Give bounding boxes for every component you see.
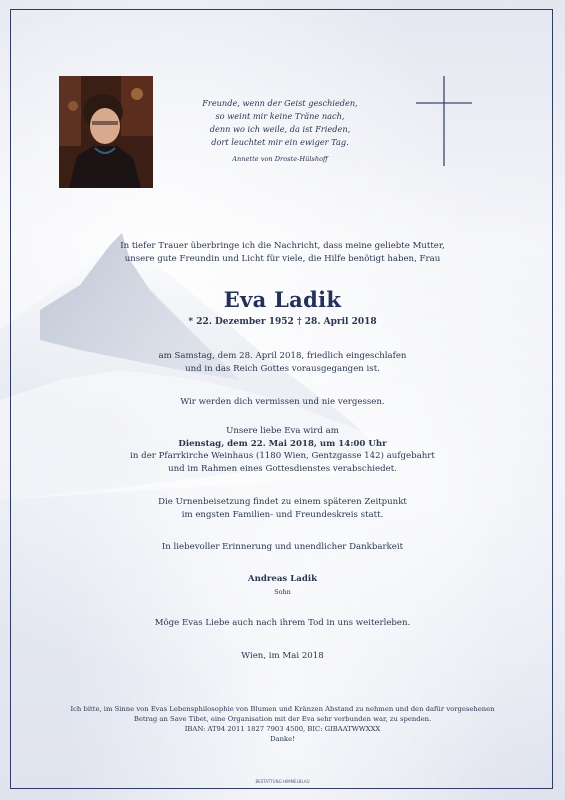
farewell-line: Unsere liebe Eva wird am	[226, 426, 339, 436]
urn-line: Die Urnenbeisetzung findet zu einem späteren Zeitpunkt	[158, 497, 407, 507]
gratitude-text: In liebevoller Erinnerung und unendlicher Dankbarkeit	[161, 542, 404, 552]
footer-line: Ich bitte, im Sinne von Evas Lebensphilosophie von Blumen und Kränzen Abstand zu nehmen und den dafür vorgesehenen	[70, 705, 495, 713]
footer-line: Betrag an Save Tibet, eine Organisation mit der Eva sehr verbunden war, zu spenden.	[133, 715, 432, 723]
passing-text	[40, 350, 525, 375]
footer-line: Danke!	[270, 735, 295, 743]
footer-line: IBAN: AT94 2011 1827 7903 4500, BIC: GIBAATWWXXX	[184, 725, 381, 733]
farewell-text	[40, 425, 525, 475]
mourner-relation: Sohn	[274, 587, 291, 596]
urn-text	[40, 496, 525, 521]
passing-line: am Samstag, dem 28. April 2018, friedlich eingeschlafen	[158, 351, 407, 361]
funeral-home-credit: BESTATTUNG HIMMELBLAU	[255, 779, 310, 784]
intro-text	[40, 240, 525, 265]
donation-note	[40, 704, 525, 744]
farewell-line: und im Rahmen eines Gottesdienstes verabschiedet.	[168, 463, 397, 474]
wish-text: Möge Evas Liebe auch nach ihrem Tod in uns weiterleben.	[154, 618, 411, 628]
poem-line: denn wo ich weile, da ist Frieden,	[209, 124, 351, 134]
mourner-name: Andreas Ladik	[247, 574, 318, 584]
deceased-name: Eva Ladik	[223, 287, 342, 312]
portrait-photo	[59, 76, 153, 188]
farewell-date: Dienstag, dem 22. Mai 2018, um 14:00 Uhr	[178, 438, 387, 449]
poem-line: dort leuchtet mir ein ewiger Tag.	[211, 137, 349, 147]
life-dates: * 22. Dezember 1952 † 28. April 2018	[188, 317, 377, 327]
poem-line: so weint mir keine Träne nach,	[215, 111, 345, 121]
mourner	[40, 573, 525, 598]
farewell-line: in der Pfarrkirche Weinhaus (1180 Wien, Gentzgasse 142) aufgebahrt	[130, 451, 435, 461]
poem-line: Freunde, wenn der Geist geschieden,	[202, 98, 358, 108]
cross-icon	[416, 76, 472, 166]
urn-line: im engsten Familien- und Freundeskreis statt.	[181, 509, 384, 520]
intro-line: unsere gute Freundin und Licht für viele, die Hilfe benötigt haben, Frau	[124, 253, 441, 264]
poem-author: Annette von Droste-Hülshoff	[232, 155, 328, 163]
place-date: Wien, im Mai 2018	[241, 651, 324, 661]
intro-line: In tiefer Trauer überbringe ich die Nachricht, dass meine geliebte Mutter,	[120, 241, 445, 251]
poem	[185, 97, 375, 166]
passing-line: und in das Reich Gottes vorausgegangen ist.	[185, 363, 380, 374]
remember-text: Wir werden dich vermissen und nie vergessen.	[180, 397, 385, 407]
